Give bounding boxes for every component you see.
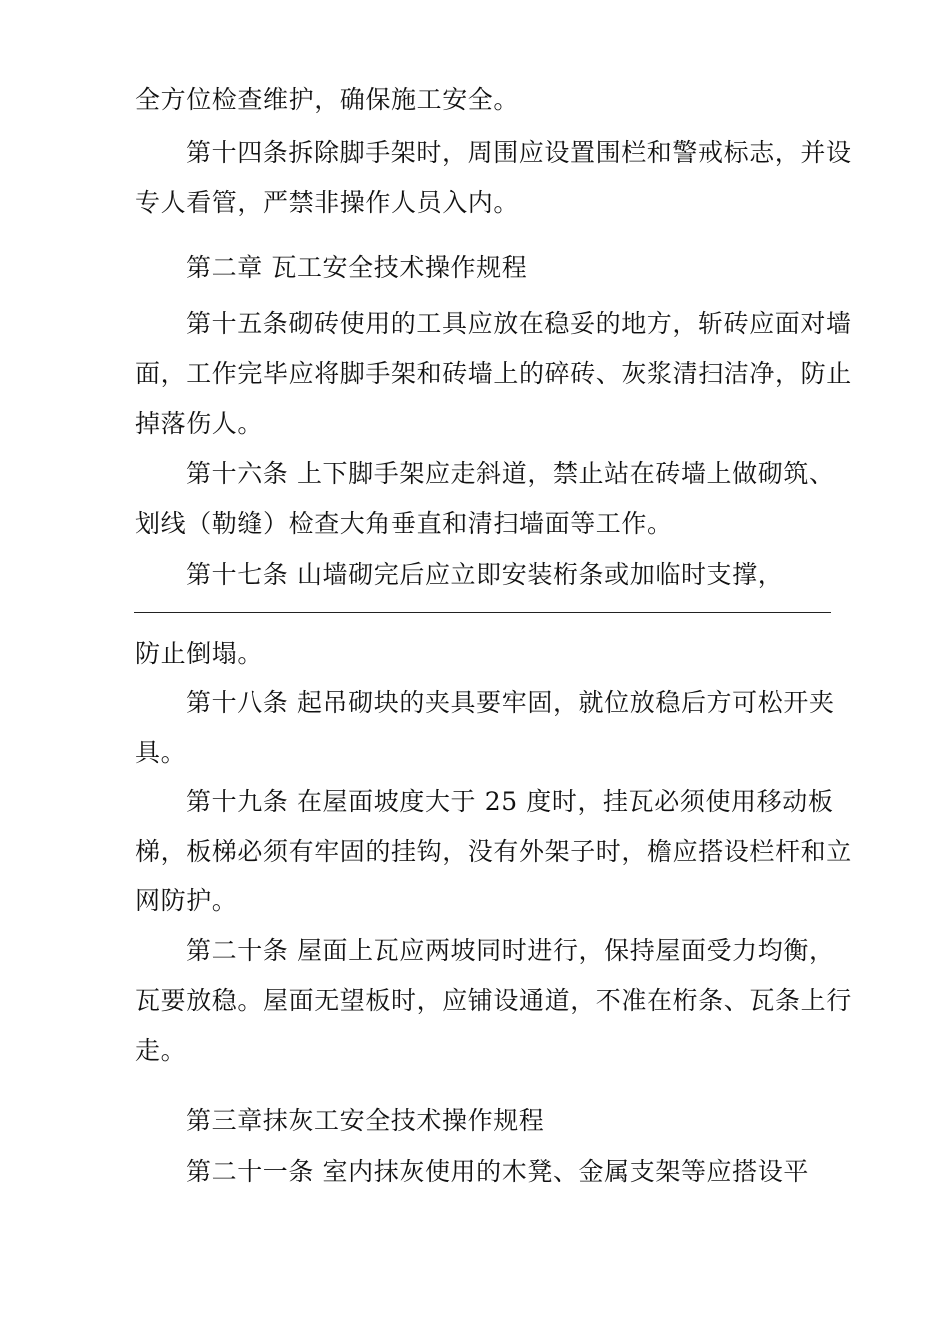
text-line: 具。 [135, 738, 187, 767]
page-break-divider [134, 612, 831, 613]
article-21-line-1: 第二十一条 室内抹灰使用的木凳、金属支架等应搭设平 [186, 1157, 809, 1186]
text-line: 全方位检查维护，确保施工安全。 [135, 85, 520, 114]
article-17-line-1: 第十七条 山墙砌完后应立即安装桁条或加临时支撑， [186, 560, 784, 589]
article-15-line-1: 第十五条砌砖使用的工具应放在稳妥的地方，斩砖应面对墙 [186, 309, 852, 338]
text-line: 走。 [135, 1036, 187, 1065]
article-16-line-1: 第十六条 上下脚手架应走斜道，禁止站在砖墙上做砌筑、 [186, 459, 835, 488]
text-line: 防止倒塌。 [135, 639, 264, 668]
chapter-3-heading: 第三章抹灰工安全技术操作规程 [186, 1106, 545, 1135]
text-line: 梯，板梯必须有牢固的挂钩，没有外架子时，檐应搭设栏杆和立 [135, 837, 852, 866]
text-line: 专人看管，严禁非操作人员入内。 [135, 188, 520, 217]
text-line: 划线（勒缝）检查大角垂直和清扫墙面等工作。 [135, 509, 673, 538]
article-18-line-1: 第十八条 起吊砌块的夹具要牢固，就位放稳后方可松开夹 [186, 688, 835, 717]
article-20-line-1: 第二十条 屋面上瓦应两坡同时进行，保持屋面受力均衡， [186, 936, 835, 965]
article-19-line-1: 第十九条 在屋面坡度大于 25 度时，挂瓦必须使用移动板 [186, 787, 834, 816]
text-line: 瓦要放稳。屋面无望板时，应铺设通道，不准在桁条、瓦条上行 [135, 986, 852, 1015]
chapter-2-heading: 第二章 瓦工安全技术操作规程 [186, 253, 528, 282]
article-14-line-1: 第十四条拆除脚手架时，周围应设置围栏和警戒标志，并设 [186, 138, 852, 167]
text-line: 面，工作完毕应将脚手架和砖墙上的碎砖、灰浆清扫洁净，防止 [135, 359, 852, 388]
text-line: 掉落伤人。 [135, 409, 264, 438]
text-line: 网防护。 [135, 886, 238, 915]
